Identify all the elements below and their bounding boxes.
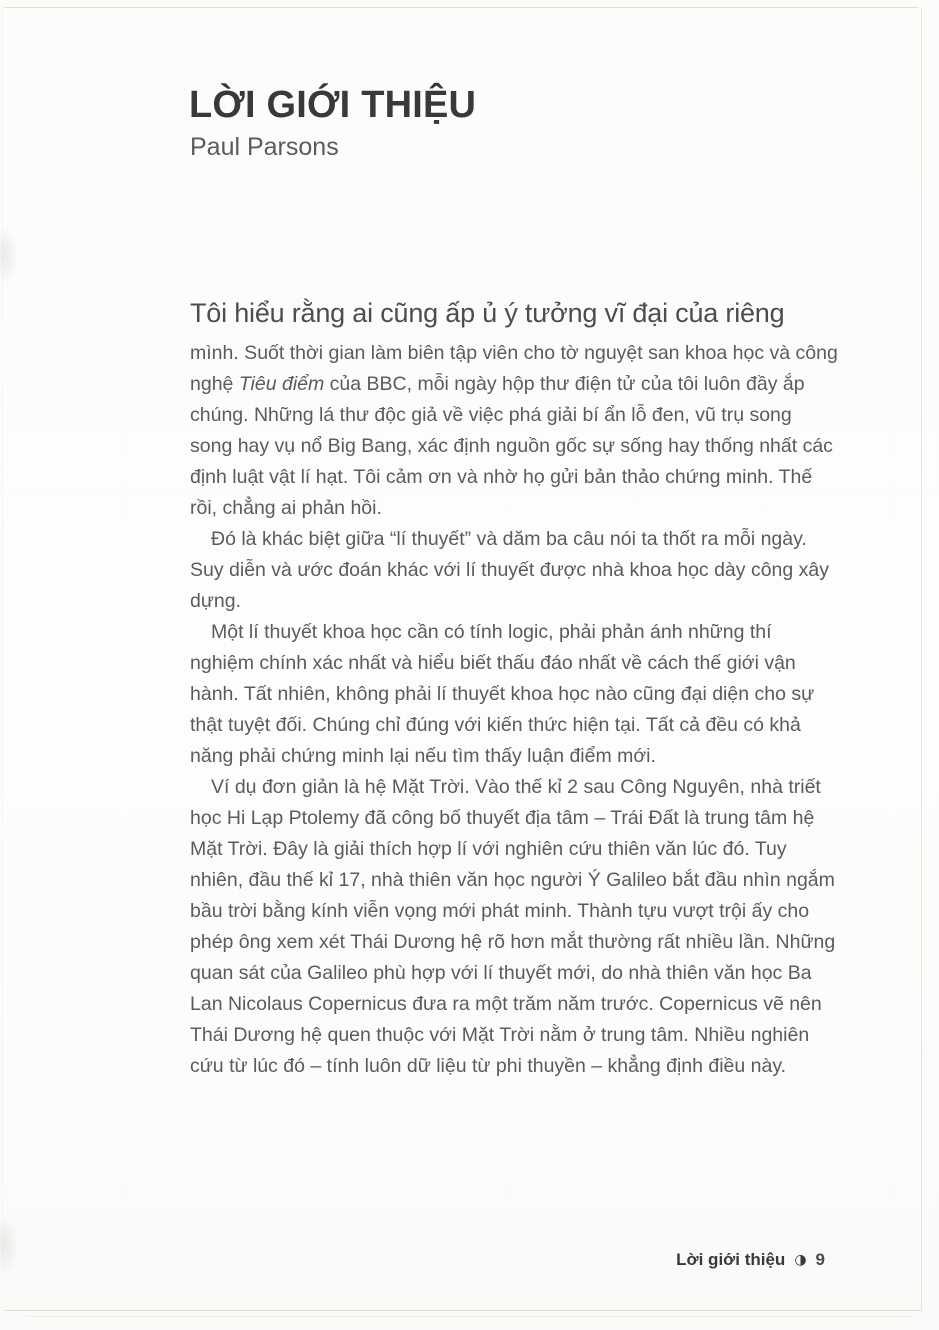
- paragraph-1-text: mình. Suốt thời gian làm biên tập viên cho tờ nguyệt san khoa học và công nghệ: [190, 341, 838, 395]
- author-name: Paul Parsons: [190, 133, 339, 161]
- magazine-title-italic: Tiêu điểm: [238, 372, 325, 395]
- paragraph-1-continuation: của BBC, mỗi ngày hộp thư điện tử của tôi luôn đầy ắp chúng. Những lá thư độc giả về việc phá giải bí ẩn lỗ đen, vũ trụ song song hay vụ nổ Big Bang, xác định nguồn gốc sự sống hay thống nhất các định luật vật lí hạt. Tôi cảm ơn và nhờ họ gửi bản thảo chứng minh. Thế rồi, chẳng ai phản hồi.: [190, 372, 833, 519]
- scan-edge-left: [2, 7, 3, 1311]
- scan-edge-bottom-secondary: [26, 1316, 912, 1317]
- paragraph-3: Một lí thuyết khoa học cần có tính logic, phải phản ánh những thí nghiệm chính xác nhất và hiểu biết thấu đáo nhất về cách thế giới vận hành. Tất nhiên, không phải lí thuyết khoa học nào cũng đại diện cho sự thật tuyệt đối. Chúng chỉ đúng với kiến thức hiện tại. Tất cả đều có khả năng phải chứng minh lại nếu tìm thấy luận điểm mới.: [190, 620, 815, 767]
- page-number: 9: [815, 1250, 825, 1269]
- paragraph-1: [190, 338, 838, 524]
- scan-edge-bottom: [4, 1310, 922, 1311]
- half-filled-circle-icon: ◑: [794, 1252, 807, 1268]
- scan-edge-top: [4, 7, 918, 8]
- body-text: [190, 297, 838, 1082]
- scan-edge-right: [921, 7, 922, 1311]
- page-footer: [676, 1250, 825, 1270]
- page-title: LỜI GIỚI THIỆU: [189, 84, 477, 126]
- paragraph-2: Đó là khác biệt giữa “lí thuyết” và dăm ba câu nói ta thốt ra mỗi ngày. Suy diễn và ước đoán khác với lí thuyết được nhà khoa học dày công xây dựng.: [190, 527, 829, 612]
- paragraph-4: Ví dụ đơn giản là hệ Mặt Trời. Vào thế kỉ 2 sau Công Nguyên, nhà triết học Hi Lạp Ptolemy đã công bố thuyết địa tâm – Trái Đất là trung tâm hệ Mặt Trời. Đây là giải thích hợp lí với nghiên cứu thiên văn lúc đó. Tuy nhiên, đầu thế kỉ 17, nhà thiên văn học người Ý Galileo bắt đầu nhìn ngắm bầu trời bằng kính viễn vọng mới phát minh. Thành tựu vượt trội ấy cho phép ông xem xét Thái Dương hệ rõ hơn mắt thường rất nhiều lần. Những quan sát của Galileo phù hợp với lí thuyết mới, do nhà thiên văn học Ba Lan Nicolaus Copernicus đưa ra một trăm năm trước. Copernicus vẽ nên Thái Dương hệ quen thuộc với Mặt Trời nằm ở trung tâm. Nhiều nghiên cứu từ lúc đó – tính luôn dữ liệu từ phi thuyền – khẳng định điều này.: [190, 775, 836, 1077]
- footer-section-title: Lời giới thiệu: [676, 1250, 786, 1269]
- lead-line: Tôi hiểu rằng ai cũng ấp ủ ý tưởng vĩ đại của riêng: [190, 298, 785, 328]
